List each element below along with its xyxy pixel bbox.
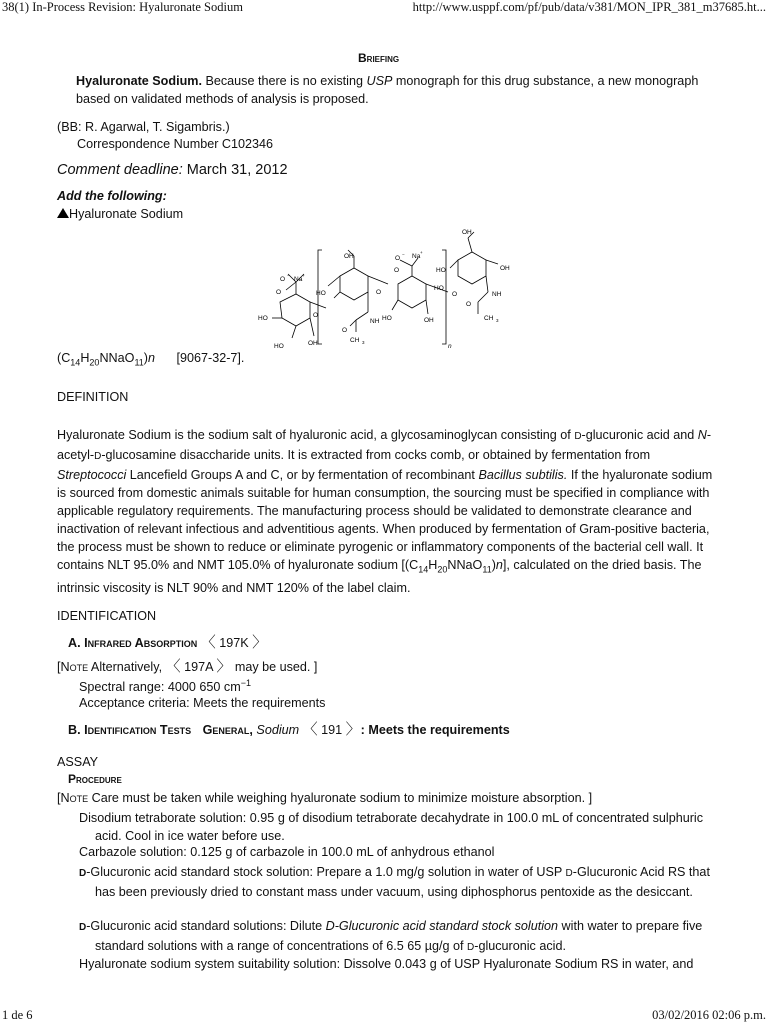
oh-label: OH bbox=[424, 317, 434, 324]
assay-text: -Glucuronic acid standard solutions: Dilute bbox=[86, 919, 326, 933]
oh-label: OH bbox=[344, 253, 354, 260]
assay-italic: D-Glucuronic acid standard stock solution bbox=[325, 919, 559, 933]
definition-text: ) bbox=[491, 558, 496, 572]
definition-text: -glucosamine disaccharide units. It is extracted from cocks comb, or obtained by fermentation from bbox=[101, 448, 651, 462]
definition-text: NNaO bbox=[447, 558, 483, 572]
assay-text: -Glucuronic Acid RS that has been previously dried to constant mass under vacuum, using diphosphorus pentoxide as the desiccant. bbox=[95, 865, 710, 899]
note-bracket: [ bbox=[57, 791, 61, 805]
o-label: O bbox=[276, 289, 282, 296]
note-text: Alternatively, bbox=[88, 660, 166, 674]
comment-deadline bbox=[57, 162, 288, 178]
ho-label: HO bbox=[258, 315, 268, 322]
note-bracket: [ bbox=[57, 660, 61, 674]
o-label: O bbox=[452, 291, 458, 298]
definition-text: Hyaluronate Sodium is the sodium salt of hyaluronic acid, a glycosaminoglycan consisting of bbox=[57, 428, 575, 442]
definition-text: If the hyaluronate sodium is sourced from domestic animals suitable for human consumption, the sourcing must be specified in compliance with applicable regulatory requirements. The manufacturing process should be validated to demonstrate clearance and inactivation of relevant infectious and adventitious agents. When produced by fermentation of Gram-positive bacteria, the process must be shown to reduce or eliminate pyrogenic or inflammatory components of the bacterial cell wall. It contains NLT 95.0% and NMT 105.0% of hyaluronate sodium [(C bbox=[57, 468, 713, 572]
nh-label: NH bbox=[370, 318, 380, 325]
formula-part: (C bbox=[57, 351, 71, 365]
ho-label: HO bbox=[436, 267, 446, 274]
definition-sub: 20 bbox=[437, 564, 448, 575]
page-number: 1 de 6 bbox=[2, 1008, 33, 1022]
carboxylate-o-label-2: O bbox=[395, 255, 401, 262]
small-caps-d: D bbox=[79, 868, 87, 879]
spectral-text: Spectral range: 4000 650 cm bbox=[79, 680, 241, 695]
infrared-absorption-label: A. Infrared Absorption bbox=[68, 636, 198, 650]
briefing-paragraph bbox=[76, 72, 716, 108]
definition-heading: DEFINITION bbox=[57, 390, 129, 404]
o-label: O bbox=[342, 327, 348, 334]
add-following-label: Add the following: bbox=[57, 189, 167, 203]
oh-label: OH bbox=[308, 340, 318, 347]
disodium-solution: Disodium tetraborate solution: 0.95 g of disodium tetraborate decahydrate in 100.0 mL of concentrated sulphuric acid. Cool in ice water before use. bbox=[79, 811, 703, 843]
usp-link[interactable]: USP bbox=[366, 74, 393, 88]
acceptance-criteria: Acceptance criteria: Meets the requirements bbox=[79, 696, 326, 710]
briefing-bb: (BB: R. Agarwal, T. Sigambris.) bbox=[57, 120, 230, 134]
o-label: O bbox=[313, 312, 319, 319]
definition-sub: 14 bbox=[418, 564, 429, 575]
small-caps-d: D bbox=[467, 942, 475, 953]
formula-part: ) bbox=[143, 351, 148, 365]
formula-part: H bbox=[80, 351, 90, 365]
monograph-title: Hyaluronate Sodium bbox=[69, 207, 184, 221]
note-label: Note bbox=[60, 660, 89, 674]
small-caps-d: D bbox=[94, 451, 102, 462]
note-text: Care must be taken while weighing hyaluronate sodium to minimize moisture absorption. ] bbox=[88, 791, 593, 805]
ho-label: HO bbox=[382, 315, 392, 322]
oh-label: OH bbox=[500, 265, 510, 272]
definition-text: Lancefield Groups A and C, or by fermentation of recombinant bbox=[126, 468, 479, 482]
comment-label: Comment deadline: bbox=[57, 162, 183, 178]
chevron-left-icon: 〈 bbox=[302, 721, 318, 738]
chevron-right-icon: 〉 bbox=[345, 721, 361, 738]
assay-text: -Glucuronic acid standard stock solution: Prepare a 1.0 mg/g solution in water of USP bbox=[86, 865, 566, 879]
assay-text: -glucuronic acid. bbox=[474, 939, 566, 953]
definition-sub: 11 bbox=[482, 564, 492, 575]
nh-label: NH bbox=[492, 291, 502, 298]
definition-italic: N bbox=[697, 428, 707, 442]
definition-italic: n bbox=[495, 558, 503, 572]
formula-sub: 20 bbox=[89, 357, 100, 368]
ref-197k-link[interactable]: 197K bbox=[215, 636, 253, 650]
identification-tests-label: B. Identification Tests bbox=[68, 723, 192, 737]
definition-paragraph bbox=[57, 426, 717, 597]
chevron-right-icon: 〉 bbox=[252, 634, 268, 651]
ho-label: HO bbox=[434, 285, 444, 292]
plus-label: + bbox=[302, 273, 305, 278]
small-caps-d: D bbox=[79, 922, 87, 933]
identification-tests-row bbox=[68, 718, 510, 739]
chevron-left-icon: 〈 bbox=[165, 658, 181, 675]
glucuronic-standard-solutions bbox=[79, 917, 725, 957]
ho-label: HO bbox=[274, 343, 284, 350]
revision-triangle-icon bbox=[57, 208, 69, 218]
document-title: 38(1) In-Process Revision: Hyaluronate Sodium bbox=[2, 0, 243, 14]
cas-number: [9067-32-7]. bbox=[176, 351, 245, 365]
infrared-absorption-row bbox=[68, 631, 267, 652]
sodium-label-2: Na bbox=[412, 253, 421, 260]
ch3-label: CH bbox=[484, 315, 494, 322]
definition-italic: Bacillus subtilis. bbox=[478, 468, 568, 482]
chemical-structure bbox=[252, 224, 514, 352]
spectral-sup: −1 bbox=[240, 678, 251, 688]
o-label: O bbox=[394, 267, 400, 274]
formula-n: n bbox=[147, 351, 155, 365]
molecular-formula bbox=[57, 351, 244, 368]
o-label: O bbox=[466, 301, 472, 308]
ref-191-link[interactable]: 191 bbox=[317, 723, 346, 737]
definition-italic: Streptococci bbox=[57, 468, 127, 482]
assay-note bbox=[57, 791, 592, 805]
briefing-text-2: monograph for this drug substance, a new monograph based on validated methods of analysis is proposed. bbox=[76, 74, 699, 106]
page-url[interactable]: http://www.usppf.com/pf/pub/data/v381/MON_IPR_381_m37685.ht... bbox=[412, 0, 766, 14]
note-alternatively bbox=[57, 655, 317, 676]
glucuronic-stock-solution bbox=[79, 863, 725, 901]
ch3-label: CH bbox=[350, 337, 360, 344]
ho-label: HO bbox=[316, 290, 326, 297]
definition-text: -acetyl- bbox=[57, 428, 712, 462]
formula-sub: 11 bbox=[134, 357, 144, 368]
assay-text: with water to prepare five standard solutions with a range of concentrations of 6.5 65 µg/g of bbox=[95, 919, 703, 953]
formula-sub: 14 bbox=[70, 357, 81, 368]
identification-heading: IDENTIFICATION bbox=[57, 609, 157, 623]
suitability-solution: Hyaluronate sodium system suitability solution: Dissolve 0.043 g of USP Hyaluronate Sodium RS in water, and bbox=[79, 957, 694, 971]
oh-label: OH bbox=[462, 229, 472, 236]
small-caps-d: D bbox=[574, 431, 582, 442]
definition-text: H bbox=[428, 558, 438, 572]
o-label: O bbox=[376, 289, 382, 296]
sodium-link[interactable]: Sodium bbox=[256, 723, 300, 737]
note-label: Note bbox=[60, 791, 89, 805]
subscript-3-label: 3 bbox=[496, 318, 499, 323]
spectral-range bbox=[79, 678, 251, 694]
correspondence-number: Correspondence Number C102346 bbox=[77, 137, 274, 151]
repeat-n-label: n bbox=[448, 343, 452, 350]
chevron-right-icon: 〉 bbox=[216, 658, 232, 675]
general-label: General, bbox=[202, 723, 253, 737]
sodium-label: Na bbox=[294, 276, 303, 283]
subscript-3-label: 3 bbox=[362, 340, 365, 345]
briefing-lead-bold: Hyaluronate Sodium. bbox=[76, 74, 202, 88]
note-text: may be used. ] bbox=[231, 660, 318, 674]
carboxylate-o-label: O bbox=[280, 276, 286, 283]
ref-197a-link[interactable]: 197A bbox=[180, 660, 217, 674]
definition-text: -glucuronic acid and bbox=[581, 428, 698, 442]
print-timestamp: 03/02/2016 02:06 p.m. bbox=[652, 1008, 766, 1022]
minus-label: − bbox=[287, 273, 290, 278]
plus-label: + bbox=[420, 250, 423, 255]
formula-part: NNaO bbox=[99, 351, 135, 365]
monograph-title-row bbox=[57, 207, 183, 221]
chevron-left-icon: 〈 bbox=[200, 634, 216, 651]
briefing-text: Because there is no existing bbox=[201, 74, 367, 88]
briefing-heading: Briefing bbox=[358, 51, 400, 65]
assay-heading: ASSAY bbox=[57, 755, 99, 769]
minus-label: − bbox=[402, 252, 405, 257]
procedure-heading: Procedure bbox=[68, 772, 122, 786]
comment-date: March 31, 2012 bbox=[182, 162, 288, 178]
carbazole-solution: Carbazole solution: 0.125 g of carbazole in 100.0 mL of anhydrous ethanol bbox=[79, 845, 495, 859]
identification-result: : Meets the requirements bbox=[360, 723, 510, 737]
definition-text: ], calculated on the dried basis. The intrinsic viscosity is NLT 90% and NMT 120% of the label claim. bbox=[57, 558, 702, 595]
small-caps-d: D bbox=[565, 868, 573, 879]
